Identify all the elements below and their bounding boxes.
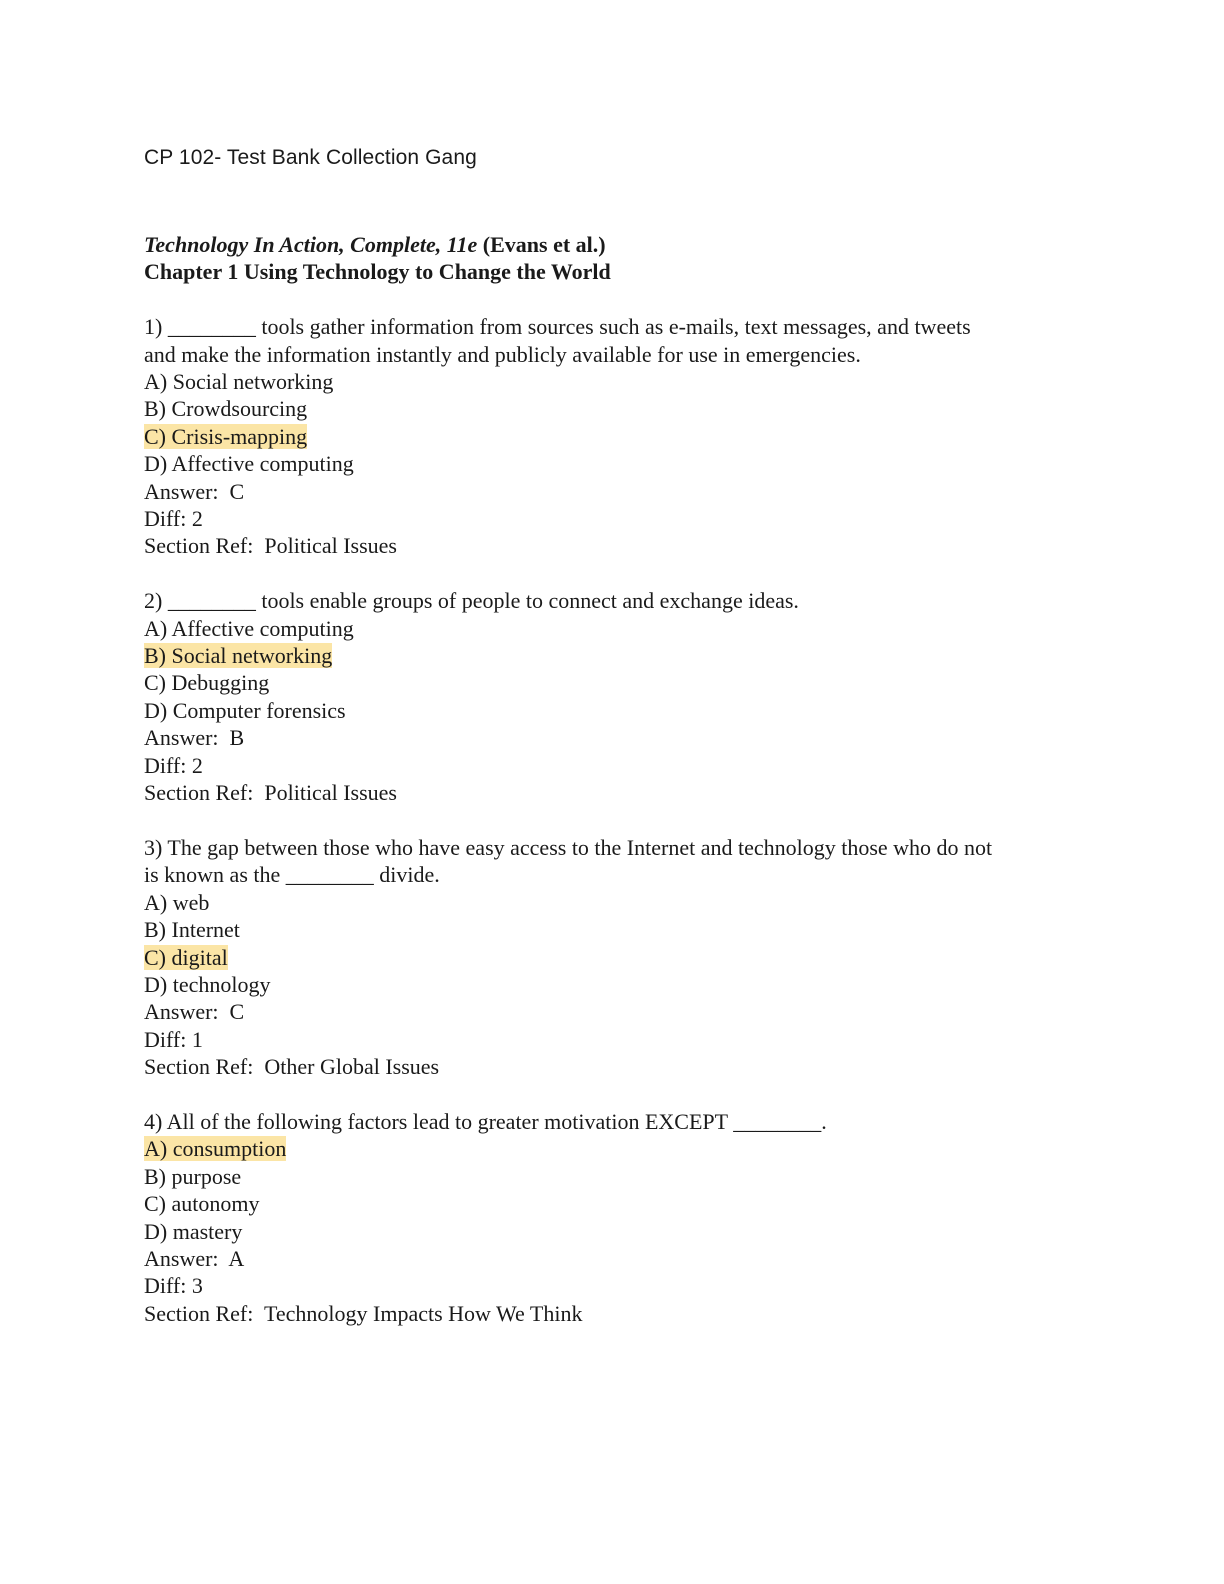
difficulty-line: Diff: 3 (144, 1273, 203, 1299)
option-b: B) Internet (144, 917, 240, 943)
difficulty-line: Diff: 2 (144, 506, 203, 532)
question-stem: 4) All of the following factors lead to greater motivation EXCEPT ________. (144, 1108, 827, 1134)
option-a: A) web (144, 889, 210, 915)
question-stem: 3) The gap between those who have easy access to the Internet and technology those who do not (144, 834, 993, 860)
answer-highlight: C) Crisis-mapping (144, 423, 308, 449)
question-3 (144, 834, 1104, 1081)
question-1 (144, 313, 1104, 560)
option-a: A) Affective computing (144, 615, 354, 641)
document-body (144, 231, 1104, 1327)
difficulty-line: Diff: 1 (144, 1026, 203, 1052)
option-a-highlighted (144, 1135, 1104, 1162)
question-4 (144, 1108, 1104, 1327)
answer-line: Answer: C (144, 999, 245, 1025)
section-ref-line: Section Ref: Technology Impacts How We Think (144, 1300, 583, 1326)
option-d: D) Computer forensics (144, 697, 346, 723)
option-c-highlighted (144, 423, 1104, 450)
question-stem: 2) ________ tools enable groups of people to connect and exchange ideas. (144, 588, 799, 614)
option-b: B) Crowdsourcing (144, 396, 308, 422)
book-title: Technology In Action, Complete, 11e (144, 232, 478, 257)
option-d: D) mastery (144, 1218, 243, 1244)
option-c: C) autonomy (144, 1191, 260, 1217)
option-a: A) Social networking (144, 369, 334, 395)
option-b-highlighted (144, 642, 1104, 669)
answer-highlight: C) digital (144, 944, 228, 970)
answer-highlight: B) Social networking (144, 643, 333, 669)
section-ref-line: Section Ref: Political Issues (144, 780, 397, 806)
answer-highlight: A) consumption (144, 1136, 287, 1162)
answer-line: Answer: B (144, 725, 245, 751)
question-stem-continued: is known as the ________ divide. (144, 862, 440, 888)
option-d: D) Affective computing (144, 451, 354, 477)
option-b: B) purpose (144, 1163, 242, 1189)
book-title-line (144, 231, 1104, 258)
option-d: D) technology (144, 971, 271, 997)
chapter-title: Chapter 1 Using Technology to Change the World (144, 259, 611, 285)
section-ref-line: Section Ref: Political Issues (144, 533, 397, 559)
option-c-highlighted (144, 944, 1104, 971)
document-page (144, 144, 1104, 1327)
question-stem-continued: and make the information instantly and publicly available for use in emergencies. (144, 341, 861, 367)
section-ref-line: Section Ref: Other Global Issues (144, 1054, 440, 1080)
book-authors: (Evans et al.) (477, 232, 606, 257)
answer-line: Answer: A (144, 1245, 245, 1271)
difficulty-line: Diff: 2 (144, 752, 203, 778)
question-stem: 1) ________ tools gather information from sources such as e-mails, text messages, and tweets (144, 314, 971, 340)
question-2 (144, 587, 1104, 806)
answer-line: Answer: C (144, 478, 245, 504)
course-header: CP 102- Test Bank Collection Gang (144, 146, 477, 169)
option-c: C) Debugging (144, 670, 270, 696)
